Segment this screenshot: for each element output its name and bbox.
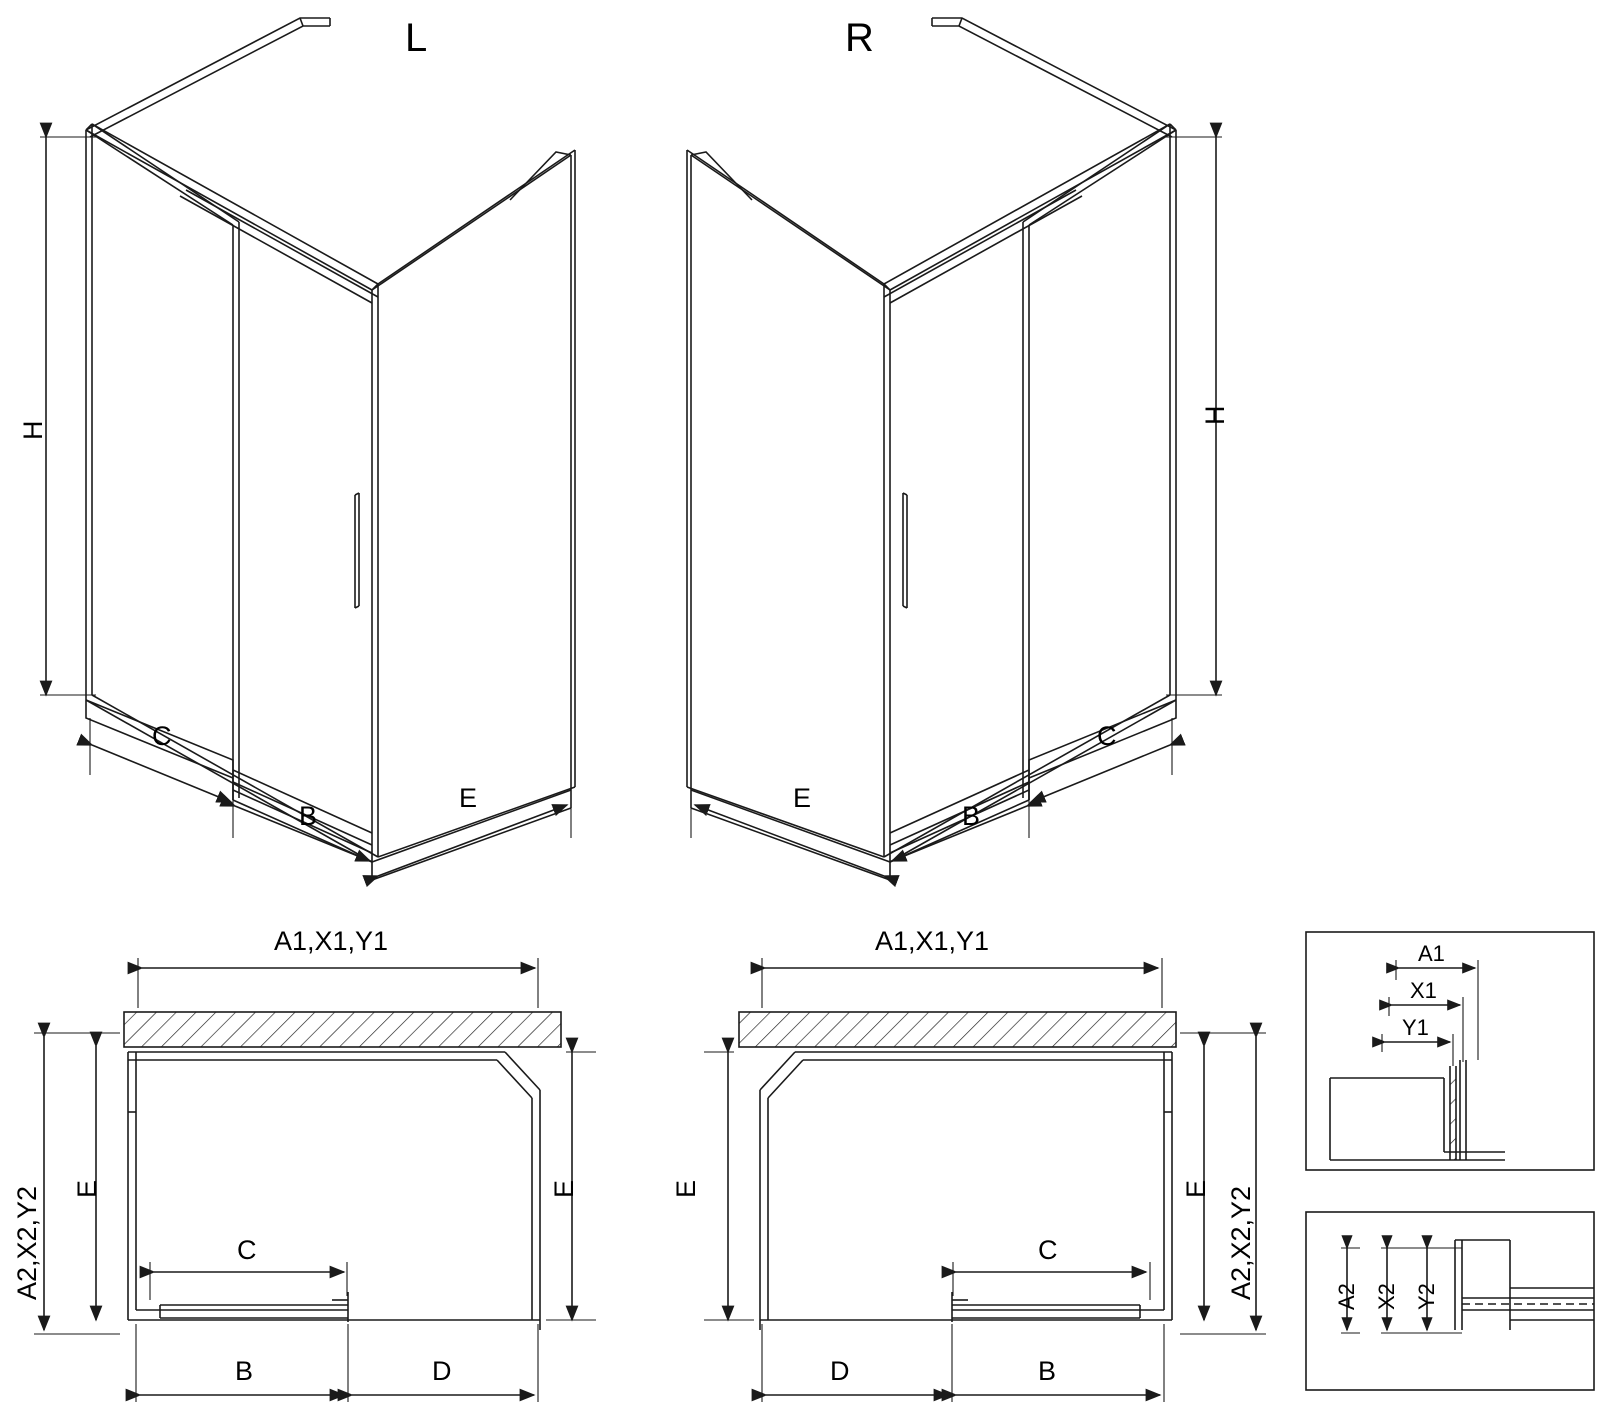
plan-left-dim-d: D (432, 1356, 452, 1386)
iso-left-dim-h: H (18, 420, 48, 440)
detail-view-top (1306, 932, 1594, 1170)
detail-bottom-dim-a2: A2 (1334, 1283, 1359, 1310)
plan-right-dim-c: C (1038, 1235, 1058, 1265)
iso-right-dim-e: E (793, 783, 812, 813)
iso-right-dim-b: B (962, 801, 981, 831)
iso-view-right (687, 18, 1222, 880)
detail-top-dim-x1: X1 (1410, 978, 1437, 1003)
plan-right-side-dim: A2,X2,Y2 (1226, 1185, 1256, 1300)
plan-left-dim-c: C (237, 1235, 257, 1265)
plan-right-top-dim: A1,X1,Y1 (875, 926, 990, 956)
plan-left-top-dim: A1,X1,Y1 (274, 926, 389, 956)
plan-left-dim-e-right: E (549, 1179, 579, 1198)
iso-view-left (40, 18, 575, 880)
plan-right-dim-e-right: E (1181, 1179, 1211, 1198)
iso-right-dim-c: C (1097, 721, 1117, 751)
iso-right-dim-h: H (1200, 405, 1230, 425)
plan-left-dim-b: B (235, 1356, 254, 1386)
iso-right-title: R (845, 16, 874, 60)
detail-bottom-dim-x2: X2 (1374, 1283, 1399, 1310)
detail-bottom-dim-y2: Y2 (1414, 1283, 1439, 1310)
iso-left-dim-e: E (459, 783, 478, 813)
detail-top-dim-a1: A1 (1418, 941, 1445, 966)
plan-view-left (34, 958, 596, 1402)
iso-left-dim-b: B (299, 801, 318, 831)
plan-left-side-dim: A2,X2,Y2 (12, 1185, 42, 1300)
plan-left-dim-e-left: E (72, 1179, 102, 1198)
plan-right-dim-e-left: E (671, 1179, 701, 1198)
plan-right-dim-d: D (830, 1356, 850, 1386)
detail-top-dim-y1: Y1 (1402, 1015, 1429, 1040)
plan-right-dim-b: B (1038, 1356, 1057, 1386)
iso-left-dim-c: C (152, 721, 172, 751)
iso-left-title: L (405, 16, 428, 60)
